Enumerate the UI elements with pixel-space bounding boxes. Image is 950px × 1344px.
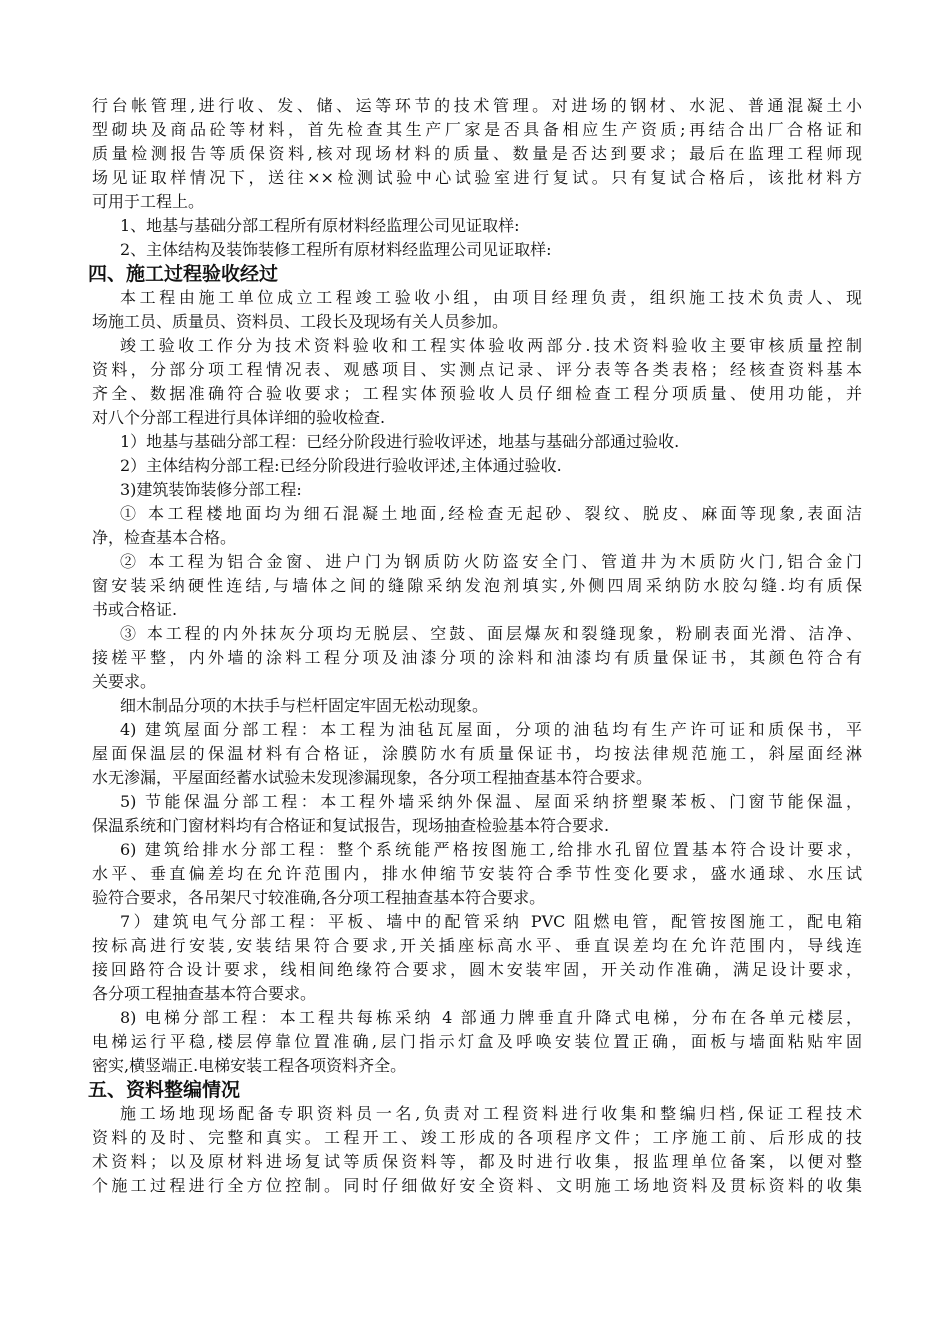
- paragraph-line: 净，检查基本合格。: [92, 528, 237, 547]
- paragraph-line: 施工场地现场配备专职资料员一名,负责对工程资料进行收集和整编归档,保证工程技术: [120, 1104, 862, 1123]
- paragraph: [92, 1102, 862, 1198]
- paragraph-line: 质量检测报告等质保资料,核对现场材料的质量、数量是否达到要求；最后在监理工程师现: [92, 144, 862, 163]
- paragraph-line: 资料的及时、完整和真实。工程开工、竣工形成的各项程序文件；工序施工前、后形成的技: [92, 1128, 862, 1147]
- paragraph-line: 6) 建筑给排水分部工程：整个系统能严格按图施工,给排水孔留位置基本符合设计要求，: [120, 840, 862, 859]
- paragraph-line: 可用于工程上。: [92, 192, 205, 211]
- paragraph-line: 屋面保温层的保温材料有合格证，涂膜防水有质量保证书，均按法律规范施工，斜屋面经淋: [92, 744, 862, 763]
- paragraph-line: ③ 本工程的内外抹灰分项均无脱层、空鼓、面层爆灰和裂缝现象，粉刷表面光滑、洁净、: [120, 624, 862, 643]
- paragraph: [92, 502, 862, 550]
- paragraph: [92, 334, 862, 430]
- paragraph-line: 接槎平整，内外墙的涂料工程分项及油漆分项的涂料和油漆均有质量保证书，其颜色符合有: [92, 648, 862, 667]
- paragraph-line: 型砌块及商品砼等材料，首先检查其生产厂家是否具备相应生产资质;再结合出厂合格证和: [92, 120, 862, 139]
- paragraph-line: 窗安装采纳硬性连结,与墙体之间的缝隙采纳发泡剂填实,外侧四周采纳防水胶勾缝.均有质保: [92, 576, 862, 595]
- paragraph-line: 4) 建筑屋面分部工程：本工程为油毡瓦屋面，分项的油毡均有生产许可证和质保书，平: [120, 720, 862, 739]
- paragraph-line: 7）建筑电气分部工程：平板、墙中的配管采纳 PVC 阻燃电管，配管按图施工，配电箱: [120, 912, 862, 931]
- paragraph: [92, 454, 862, 478]
- paragraph-line: ② 本工程为铝合金窗、进户门为钢质防火防盗安全门、管道井为木质防火门,铝合金门: [120, 552, 862, 571]
- paragraph-line: 保温系统和门窗材料均有合格证和复试报告，现场抽查检验基本符合要求.: [92, 816, 610, 835]
- paragraph: [92, 622, 862, 694]
- paragraph-line: 8) 电梯分部工程：本工程共每栋采纳 4 部通力牌垂直升降式电梯，分布在各单元楼层，: [120, 1008, 862, 1027]
- paragraph-line: 竣工验收工作分为技术资料验收和工程实体验收两部分.技术资料验收主要审核质量控制: [120, 336, 862, 355]
- paragraph: [92, 694, 862, 718]
- paragraph-line: 水平、垂直偏差均在允许范围内，排水伸缩节安装符合季节性变化要求，盛水通球、水压试: [92, 864, 862, 883]
- paragraph-line: 电梯运行平稳,楼层停靠位置准确,层门指示灯盒及呼唤安装位置正确，面板与墙面粘贴牢固: [92, 1032, 862, 1051]
- paragraph: [92, 430, 862, 454]
- paragraph: [92, 1006, 862, 1078]
- section-heading: 四、施工过程验收经过: [88, 263, 279, 285]
- paragraph: [92, 550, 862, 622]
- paragraph-line: 水无渗漏，平屋面经蓄水试验未发现渗漏现象，各分项工程抽查基本符合要求。: [92, 768, 653, 787]
- paragraph: [92, 838, 862, 910]
- paragraph: [92, 910, 862, 1006]
- paragraph-line: 关要求。: [92, 672, 157, 691]
- paragraph-line: 按标高进行安装,安装结果符合要求,开关插座标高水平、垂直误差均在允许范围内，导线连: [92, 936, 862, 955]
- paragraph-line: 场见证取样情况下，送往××检测试验中心试验室进行复试。只有复试合格后，该批材料方: [92, 168, 862, 187]
- paragraph-line: 3)建筑装饰装修分部工程:: [120, 480, 302, 499]
- section-heading: 五、资料整编情况: [88, 1079, 241, 1101]
- paragraph-line: 1）地基与基础分部工程：已经分阶段进行验收评述，地基与基础分部通过验收.: [120, 432, 680, 451]
- paragraph-line: 细木制品分项的木扶手与栏杆固定牢固无松动现象。: [120, 696, 489, 715]
- paragraph-line: 5) 节能保温分部工程：本工程外墙采纳外保温、屋面采纳挤塑聚苯板、门窗节能保温，: [120, 792, 862, 811]
- paragraph: [92, 94, 862, 214]
- paragraph-line: 场施工员、质量员、资料员、工段长及现场有关人员参加。: [92, 312, 509, 331]
- paragraph-line: 书或合格证.: [92, 600, 178, 619]
- paragraph: [92, 718, 862, 790]
- paragraph: [92, 238, 862, 262]
- paragraph-line: 术资料；以及原材料进场复试等质保资料等，都及时进行收集，报监理单位备案，以便对整: [92, 1152, 862, 1171]
- paragraph-line: 行台帐管理,进行收、发、储、运等环节的技术管理。对进场的钢材、水泥、普通混凝土小: [92, 96, 862, 115]
- paragraph-line: ① 本工程楼地面均为细石混凝土地面,经检查无起砂、裂纹、脱皮、麻面等现象,表面洁: [120, 504, 862, 523]
- paragraph-line: 1、地基与基础分部工程所有原材料经监理公司见证取样:: [120, 216, 520, 235]
- paragraph: [92, 286, 862, 334]
- paragraph-line: 个施工过程进行全方位控制。同时仔细做好安全资料、文明施工场地资料及贯标资料的收集: [92, 1176, 862, 1195]
- paragraph-line: 对八个分部工程进行具体详细的验收检查.: [92, 408, 386, 427]
- paragraph: [92, 478, 862, 502]
- paragraph-line: 本工程由施工单位成立工程竣工验收小组，由项目经理负责，组织施工技术负责人、现: [120, 288, 862, 307]
- paragraph-line: 资料，分部分项工程情况表、观感项目、实测点记录、评分表等各类表格；经核查资料基本: [92, 360, 862, 379]
- document-page: [88, 94, 862, 1198]
- paragraph-line: 2、主体结构及装饰装修工程所有原材料经监理公司见证取样:: [120, 240, 552, 259]
- paragraph-line: 2）主体结构分部工程:已经分阶段进行验收评述,主体通过验收.: [120, 456, 562, 475]
- paragraph: [92, 790, 862, 838]
- paragraph: [92, 214, 862, 238]
- paragraph-line: 各分项工程抽查基本符合要求。: [92, 984, 317, 1003]
- paragraph-line: 齐全、数据准确符合验收要求；工程实体预验收人员仔细检查工程分项质量、使用功能，并: [92, 384, 862, 403]
- paragraph-line: 密实,横竖端正.电梯安装工程各项资料齐全。: [92, 1056, 407, 1075]
- paragraph-line: 验符合要求，各吊架尺寸较准确,各分项工程抽查基本符合要求。: [92, 888, 546, 907]
- paragraph-line: 接回路符合设计要求，线相间绝缘符合要求，圆木安装牢固，开关动作准确，满足设计要求，: [92, 960, 862, 979]
